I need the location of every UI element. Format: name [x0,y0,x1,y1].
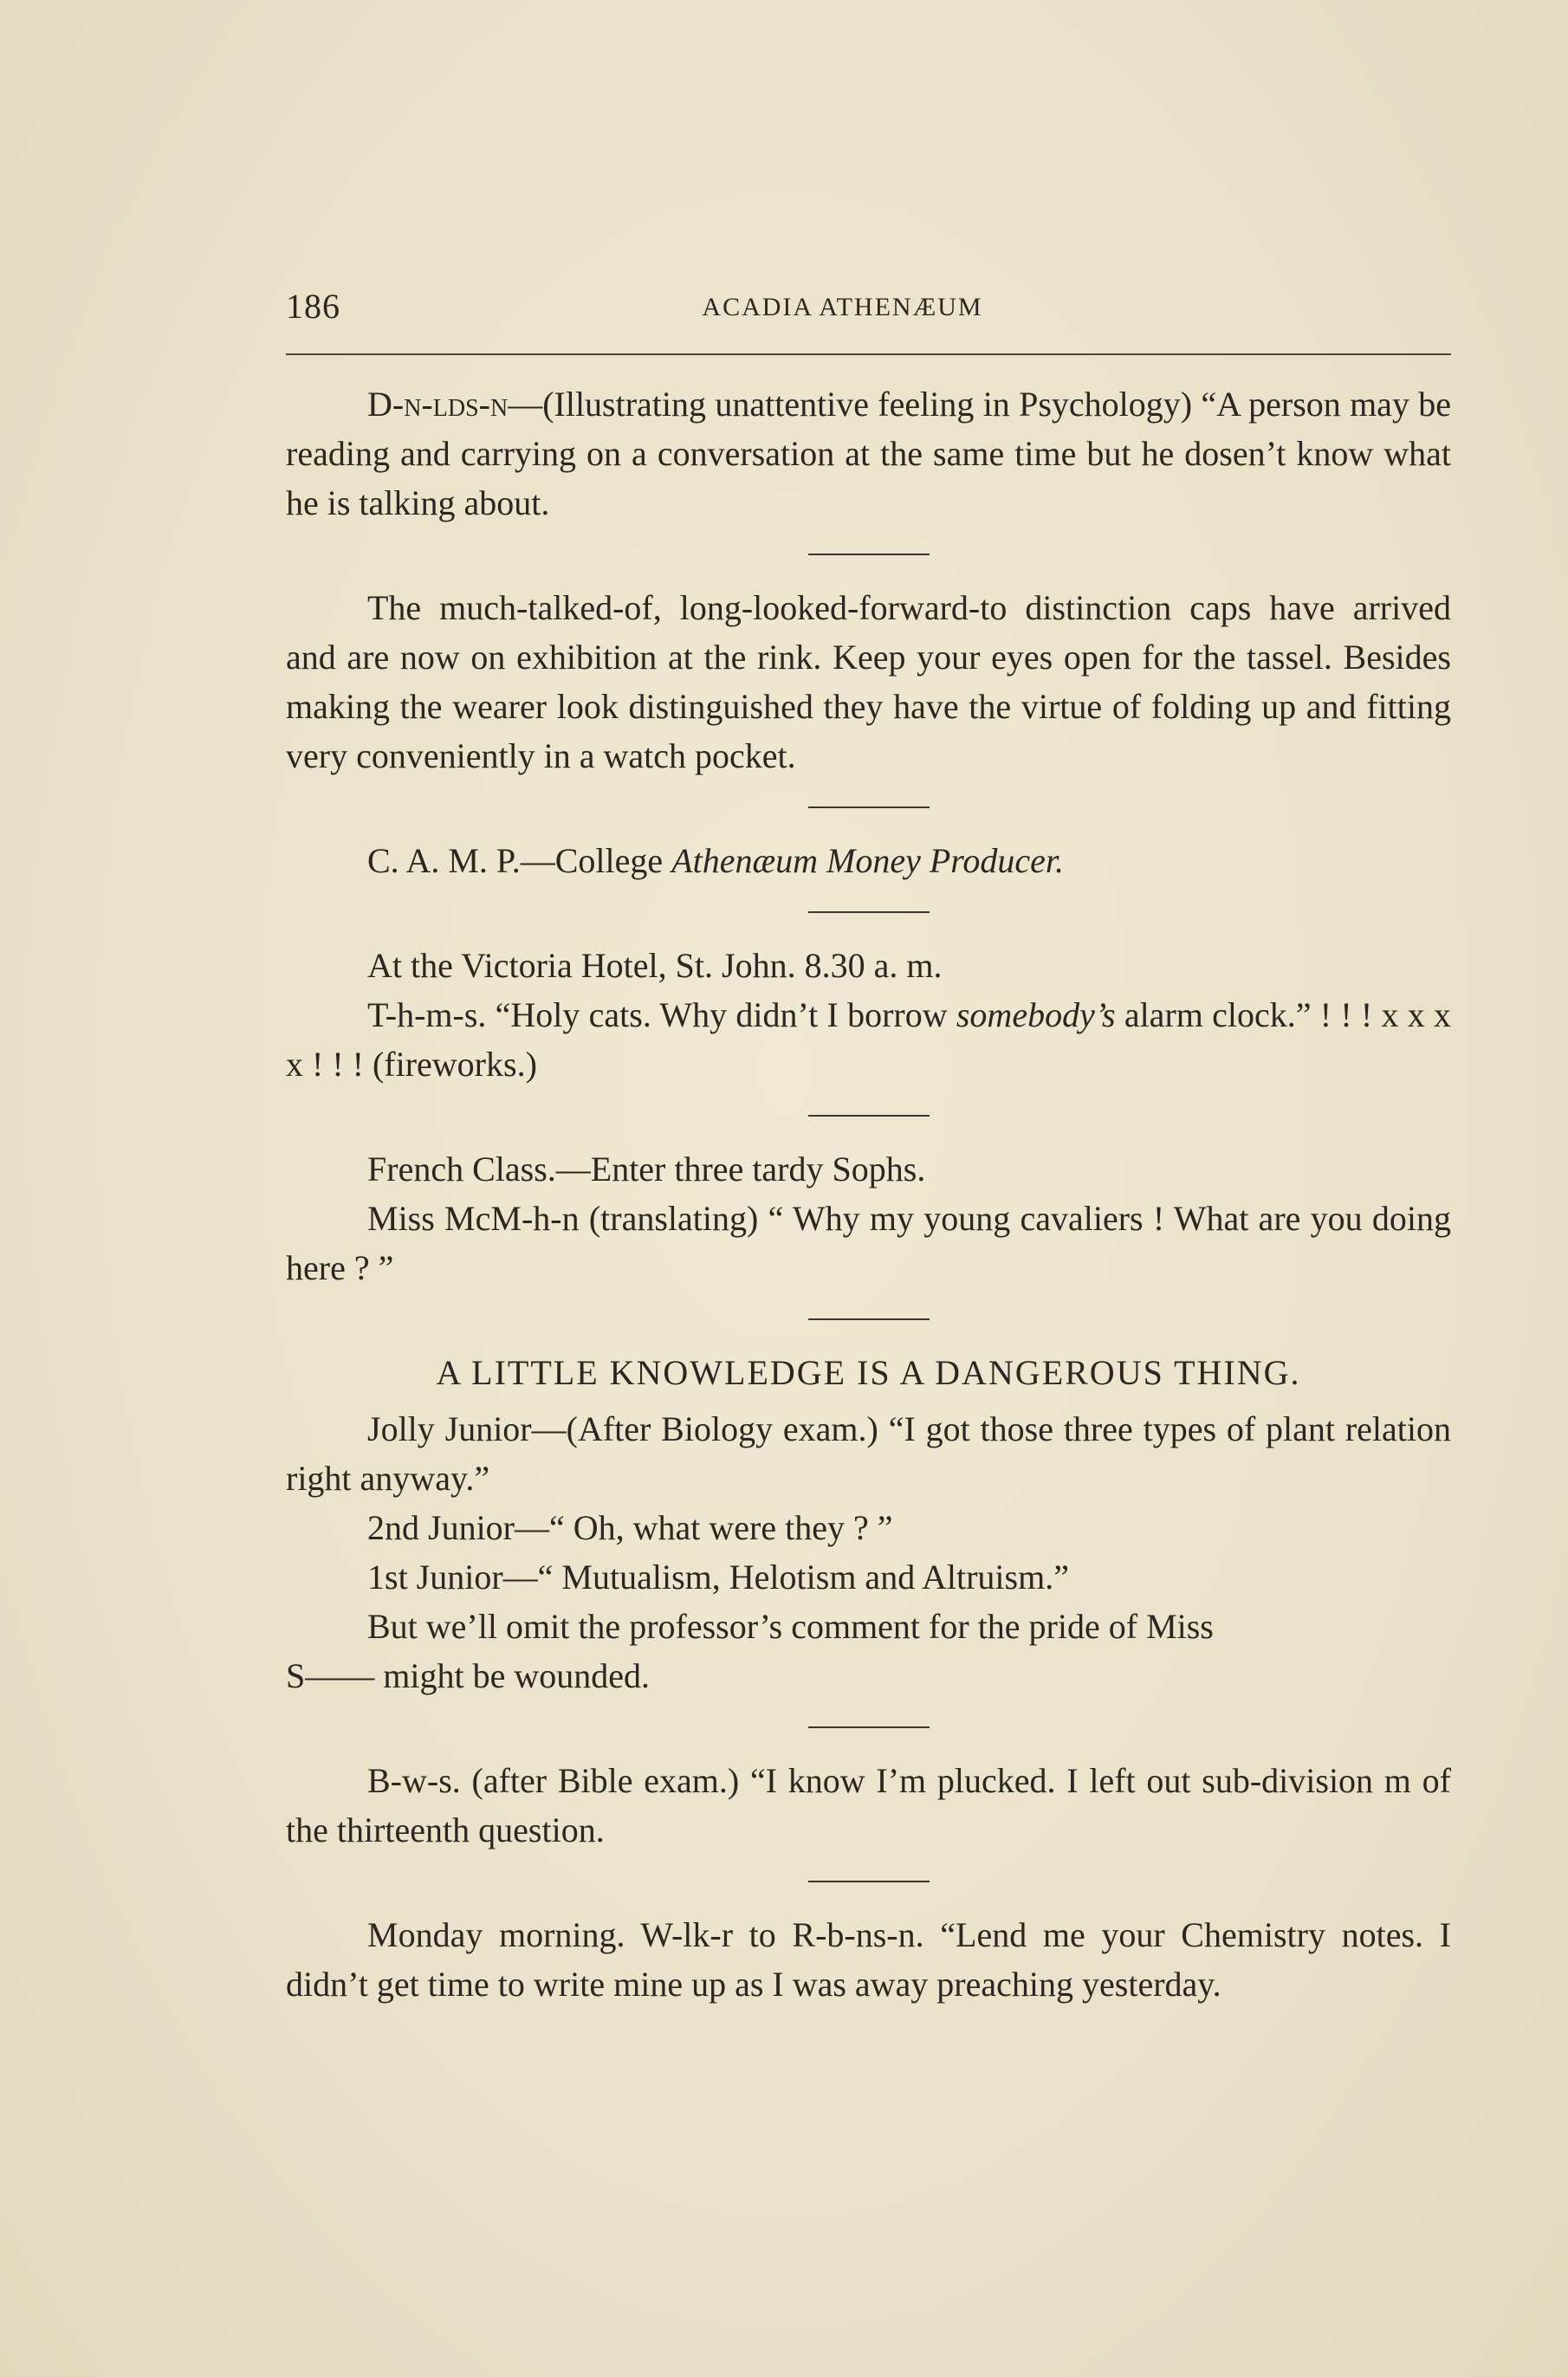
item-translating: Miss McM-h-n (translating) “ Why my young cavaliers ! What are you doing here ? ” [286,1199,1451,1287]
item-victoria-hotel: At the Victoria Hotel, St. John. 8.30 a. m. [367,946,943,985]
item-text: —(Illustrating unattentive feeling in Psychology) “A person may be reading and carrying on a conversation at the same time but he dosen’t know what he is talking about. [286,385,1451,522]
separator-rule [808,1318,930,1320]
item-professor-comment-cont: S—— might be wounded. [286,1656,650,1695]
page-header [286,286,1451,347]
running-head: ACADIA ATHENÆUM [702,293,983,321]
item-jolly-junior: Jolly Junior—(After Biology exam.) “I got those three types of plant relation right anyway.” [286,1409,1451,1498]
separator-rule [808,1881,930,1882]
separator-rule [808,554,930,555]
item-italic-text: Athenæum Money Producer. [671,841,1065,880]
header-rule [286,353,1451,355]
item-camp [286,836,1451,885]
item-french-class: French Class.—Enter three tardy Sophs. [367,1150,926,1188]
separator-rule [808,806,930,808]
item-second-junior: 2nd Junior—“ Oh, what were they ? ” [367,1508,893,1547]
item-holy-cats [286,990,1451,1089]
item-bible-exam: B-w-s. (after Bible exam.) “I know I’m plucked. I left out sub-division m of the thirteenth question. [286,1761,1451,1849]
page [286,286,1452,2004]
item-text: C. A. M. P.—College [367,841,672,880]
speaker-name: D-n-lds-n [367,385,509,424]
item-professor-comment: But we’ll omit the professor’s comment for the pride of Miss [367,1607,1214,1646]
page-number: 186 [286,287,340,326]
section-heading: A LITTLE KNOWLEDGE IS A DANGEROUS THING. [436,1353,1301,1392]
item-first-junior: 1st Junior—“ Mutualism, Helotism and Altruism.” [367,1558,1069,1597]
item-monday-morning: Monday morning. W-lk-r to R-b-ns-n. “Lend me your Chemistry notes. I didn’t get time to write mine up as I was away preaching yesterday. [286,1915,1451,2004]
separator-rule [808,1115,930,1117]
item-dnldsn [286,379,1451,528]
item-italic-text: somebody’s [956,995,1116,1034]
item-text: T-h-m-s. “Holy cats. Why didn’t I borrow [367,995,956,1034]
page-body [286,379,1451,2009]
item-text: alarm clock.” ! ! ! x x x x ! ! ! (fireworks.) [286,995,1452,1084]
item-distinction-caps: The much-talked-of, long-looked-forward-to distinction caps have arrived and are now on exhibition at the rink. Keep your eyes open for the tassel. Besides making the wearer look distinguished they have the virtue of folding up and fitting very conveniently in a watch pocket. [286,588,1451,775]
separator-rule [808,1726,930,1728]
separator-rule [808,911,930,913]
